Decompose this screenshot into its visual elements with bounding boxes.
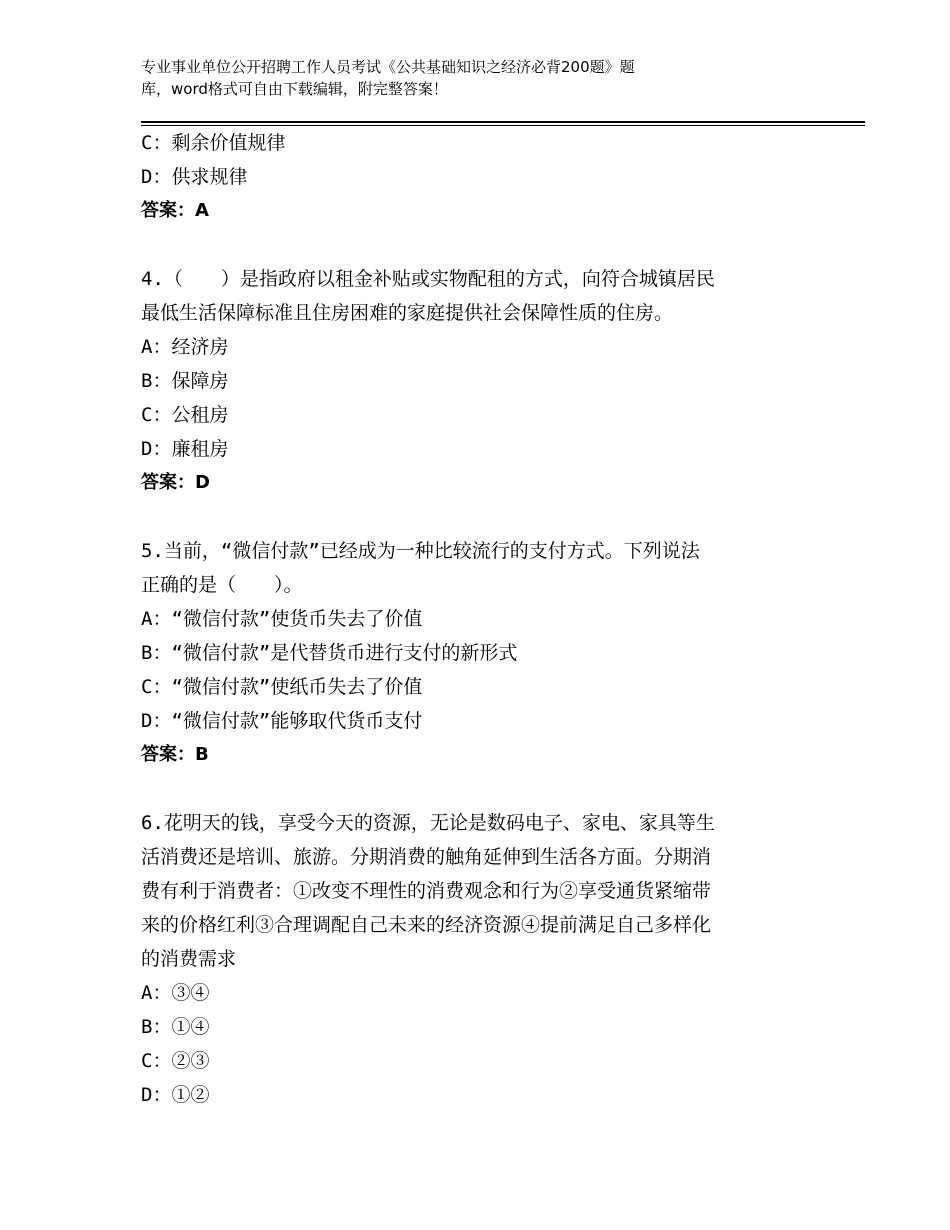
header-title-line-1: 专业事业单位公开招聘工作人员考试《公共基础知识之经济必背200题》题 xyxy=(141,58,635,76)
q3-option-c: C：剩余价值规律 xyxy=(141,132,286,154)
page-header xyxy=(141,56,821,100)
q6-text-line-2: 活消费还是培训、旅游。分期消费的触角延伸到生活各方面。分期消 xyxy=(141,846,712,868)
q3-answer: 答案：A xyxy=(141,200,209,221)
q6-option-b: B：①④ xyxy=(141,1016,210,1038)
q6-text-line-5: 的消费需求 xyxy=(141,948,237,970)
q5-option-d: D：“微信付款”能够取代货币支付 xyxy=(141,710,423,732)
question-4 xyxy=(141,262,801,500)
header-rule-thick xyxy=(141,121,865,123)
q4-option-a: A：经济房 xyxy=(141,336,229,358)
q6-text-line-3: 费有利于消费者：①改变不理性的消费观念和行为②享受通货紧缩带 xyxy=(141,880,712,902)
spacer xyxy=(141,772,801,806)
q4-text-line-1: 4.（ ）是指政府以租金补贴或实物配租的方式，向符合城镇居民 xyxy=(141,268,715,290)
question-5 xyxy=(141,534,801,772)
q4-answer: 答案：D xyxy=(141,472,210,493)
q3-option-d: D：供求规律 xyxy=(141,166,248,188)
q4-option-b: B：保障房 xyxy=(141,370,229,392)
q5-text-line-2: 正确的是（ ）。 xyxy=(141,574,303,596)
q4-option-c: C：公租房 xyxy=(141,404,229,426)
spacer xyxy=(141,500,801,534)
q6-option-a: A：③④ xyxy=(141,982,210,1004)
question-3-tail xyxy=(141,126,801,228)
q5-option-a: A：“微信付款”使货币失去了价值 xyxy=(141,608,423,630)
q6-option-c: C：②③ xyxy=(141,1050,210,1072)
q5-option-b: B：“微信付款”是代替货币进行支付的新形式 xyxy=(141,642,518,664)
q5-option-c: C：“微信付款”使纸币失去了价值 xyxy=(141,676,423,698)
q4-text-line-2: 最低生活保障标准且住房困难的家庭提供社会保障性质的住房。 xyxy=(141,302,674,324)
spacer xyxy=(141,228,801,262)
document-body xyxy=(141,126,801,1112)
q5-text-line-1: 5.当前，“微信付款”已经成为一种比较流行的支付方式。下列说法 xyxy=(141,540,700,562)
q5-answer: 答案：B xyxy=(141,744,209,765)
q6-option-d: D：①② xyxy=(141,1084,210,1106)
question-6 xyxy=(141,806,801,1112)
header-title-line-2: 库，word格式可自由下载编辑，附完整答案！ xyxy=(141,80,448,98)
q6-text-line-1: 6.花明天的钱，享受今天的资源，无论是数码电子、家电、家具等生 xyxy=(141,812,715,834)
q4-option-d: D：廉租房 xyxy=(141,438,229,460)
q6-text-line-4: 来的价格红利③合理调配自己未来的经济资源④提前满足自己多样化 xyxy=(141,914,712,936)
